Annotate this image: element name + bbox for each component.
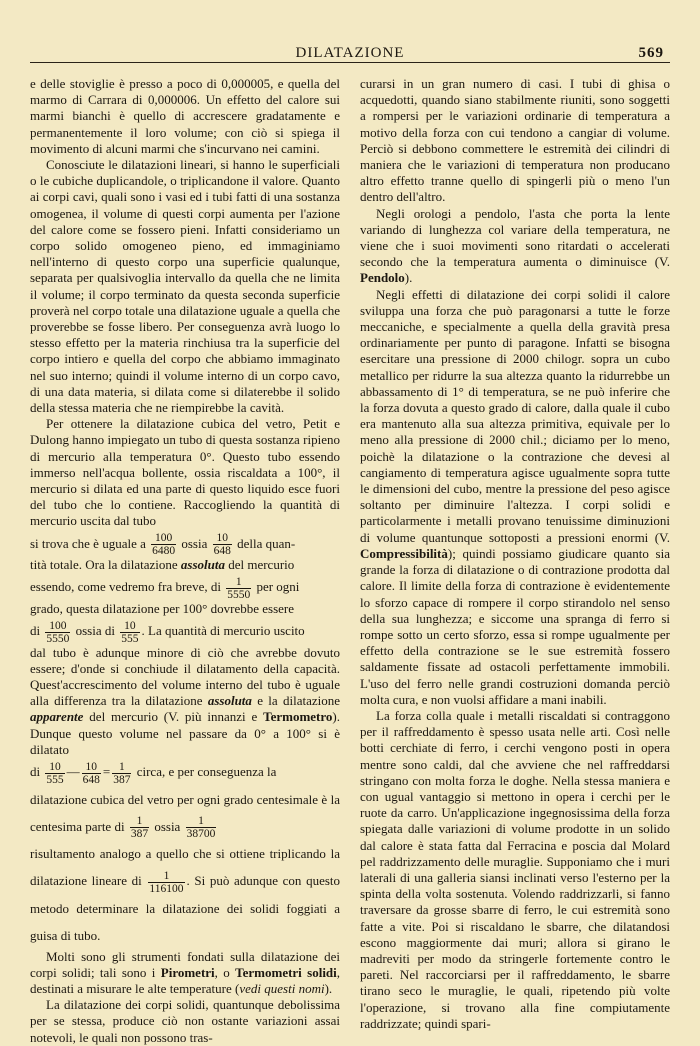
denominator: 5550 — [46, 632, 70, 645]
text-span: ossia — [154, 818, 181, 834]
numerator: 10 — [120, 620, 139, 633]
text-span: ossia di — [75, 623, 115, 639]
denominator: 116100 — [149, 882, 184, 895]
text-span: . La quantità di mercurio uscito — [141, 623, 305, 639]
text-span: ). Dunque questo volume nel passare da 0° a 100° si è dilatato — [30, 709, 340, 757]
text-span: . Si può adunque con questo metodo determinare la dilatazione dei solidi foggiati a guisa di tubo. — [30, 873, 341, 943]
paragraph — [360, 287, 670, 708]
fraction — [186, 815, 217, 840]
paragraph — [30, 416, 340, 529]
text-span: , destinati a misurare le alte temperature ( — [30, 964, 341, 997]
denominator: 6480 — [152, 545, 176, 558]
denominator: 648 — [82, 773, 100, 786]
running-header — [30, 40, 670, 63]
denominator: 555 — [46, 773, 64, 786]
text-span: ). — [324, 981, 333, 997]
text-span: ). — [404, 270, 413, 286]
text-span: del mercurio (V. più innanzi e — [89, 709, 258, 725]
emphasis: apparente — [30, 709, 84, 725]
text-span: essendo, come vedremo fra breve, di — [30, 579, 221, 595]
numerator: 10 — [213, 532, 232, 545]
fraction — [112, 761, 131, 786]
reference: Pendolo — [360, 270, 405, 286]
emphasis: vedi questi nomi — [239, 981, 325, 997]
text-span: di — [30, 623, 41, 639]
numerator: 100 — [151, 532, 176, 545]
text-span: del mercurio — [228, 557, 295, 573]
text-line — [30, 557, 340, 573]
text-span: si trova che è uguale a — [30, 535, 146, 551]
numerator: 1 — [186, 815, 217, 828]
text-span: Molti sono gli strumenti fondati sulla dilatazione dei corpi solidi; tali sono i — [30, 948, 340, 980]
numerator: 10 — [82, 761, 101, 774]
paragraph: curarsi in un gran numero di casi. I tubi di ghisa o acquedotti, quando siano stabilmente riuniti, sono soggetti a rompersi per le variazioni ordinarie di temperatura a motivo della forza con cui tendono a cangiar di volume. Perciò si debbono commettere le estremità dei cilindri di maniera che le variazioni di temperatura non producano altro effetto tranne quello di spingerli più o meno l'un dentro dell'altro. — [360, 76, 670, 205]
text-span: della quan- — [237, 535, 296, 551]
text-span: tità totale. Ora la dilatazione — [30, 557, 178, 573]
paragraph — [30, 645, 340, 758]
formula-line — [30, 617, 340, 645]
page-number: 569 — [638, 45, 664, 61]
paragraph: La forza colla quale i metalli riscaldati si contraggono per il raffreddamento è spesso usata nelle arti. Così nelle botti cerchiate di ferro, i cerchi vengono posti in opera mentre sono caldi, dal che avviene che nel raffreddarsi stringano con molta forza le doghe. Nella stessa maniera e con ugual vantaggio si mettono in opera i cerchi per le ruote da carro. Un'applicazione ingegnosissima della forza spiegata dalle variazioni di volume prodotte in un solido dal calore è stata fatta dal Ferracina e poscia dal Molard pel raddrizzamento delle muraglie. Supponiamo che i muri laterali di una galleria siansi inclinati verso l'esterno per la spinta della volta sostenuta. Volendo raddrizzarli, si fanno traversare da grosse sbarre di ferro, le cui estremità sono fatte a vite. Poi si riscaldano le sbarre, che dilatandosi escono maggiormente dai muri; allora si girano le madreviti per modo da stringerle fortemente contro le pareti. Nel raccorciarsi per il raffreddamento, le sbarre tirano seco le muraglie, le quali, ripetendo più volte l'operazione, si trovano alla fine compiutamente raddrizzate; quindi spari- — [360, 707, 670, 1031]
fraction — [120, 620, 139, 645]
header-title: DILATAZIONE — [295, 45, 405, 61]
paragraph — [30, 949, 340, 998]
fraction — [226, 576, 251, 601]
denominator: 387 — [113, 773, 131, 786]
formula-line — [30, 573, 340, 601]
denominator: 5550 — [227, 588, 251, 601]
reference: Termometro — [263, 709, 333, 725]
fraction — [148, 870, 184, 895]
numerator: 1 — [148, 870, 184, 883]
fraction — [45, 761, 64, 786]
fraction — [130, 815, 149, 840]
text-span: Negli orologi a pendolo, l'asta che porta la lente variando di lunghezza col variare della temperatura, ne viene che i suoi movimenti sono ritardati o accelerati secondo che la temperatura aumenta o diminuisce (V. — [360, 205, 670, 270]
text-span: per ogni — [256, 579, 300, 595]
text-span: e la dilatazione — [257, 693, 341, 709]
text-span: Per ottenere la dilatazione cubica del vetro, Petit e Dulong hanno impiegato un tubo di questa sostanza ripieno di mercurio alla temperatura 0°. Questo tubo essendo immerso nell'acqua bollente, ossia riscaldata a 100°, il mercurio si dilata ed una parte di questo liquido esce fuori del tubo che lo contiene. Raccogliendo la quantità di mercurio uscita dal tubo — [30, 416, 340, 529]
numerator: 1 — [112, 761, 131, 774]
emphasis: assoluta — [207, 693, 252, 709]
text-span: circa, e per conseguenza la — [136, 764, 277, 780]
text-span: dilatazione cubica del vetro per ogni grado centesimale è la centesima parte di — [30, 791, 340, 834]
numerator: 100 — [45, 620, 70, 633]
text-span: risultamento analogo a quello che si ottiene triplicando la dilatazione lineare di — [30, 846, 340, 889]
reference: Termometri solidi — [235, 964, 337, 980]
formula-line — [30, 786, 340, 841]
reference: Compressibilità — [360, 545, 448, 561]
two-column-body — [30, 76, 670, 1045]
emphasis: assoluta — [180, 557, 225, 573]
numerator: 1 — [226, 576, 251, 589]
numerator: 1 — [130, 815, 149, 828]
text-span: ossia — [181, 535, 208, 551]
denominator: 648 — [213, 545, 231, 558]
operator: — — [66, 764, 80, 780]
denominator: 387 — [130, 828, 149, 841]
text-span: , o — [214, 964, 230, 980]
reference: Pirometri — [160, 964, 215, 980]
formula-line — [30, 840, 340, 949]
text-span: dal tubo è adunque minore di ciò che avrebbe dovuto essere; d'onde si conchiude il dilatamento della capacità. Quest'accrescimento del volume interno del tubo è uguale alla differenza tra la dilatazione — [30, 644, 340, 709]
text-span: di — [30, 764, 41, 780]
formula-line — [30, 758, 340, 786]
paragraph: Conosciute le dilatazioni lineari, si hanno le superficiali o le cubiche duplicandole, o triplicandone il valore. Quanto ai corpi cavi, quali sono i vasi ed i tubi fatti di una sostanza omogenea, il volume di questi corpi aumenta per l'azione del calore come se fossero pieni. Infatti consideriamo un corpo solido omogeneo pieno, ed immaginiamo nell'interno di questo corpo una superficie qualunque, separata per qualsivoglia intervallo da quella che ne limita il volume; il corpo terminato da questa seconda superficie proverà nel corpo totale una dilatazione uguale a quella che proverebbe se fosse libero. Per conseguenza avrà luogo lo stesso effetto per la materia rinchiusa tra la superficie del corpo intiero e quella del corpo che abbiamo immaginato nel suo interno; quindi il volume interno di un corpo cavo, di una data materia, si dilata come si dilaterebbe il solido della stessa materia che ne riempirebbe la cavità. — [30, 157, 340, 416]
formula-line — [30, 530, 340, 558]
paragraph: e delle stoviglie è presso a poco di 0,000005, e quella del marmo di Carrara di 0,000006. Un effetto del calore sui marmi bianchi è quello di accrescere gradatamente e permanentemente il loro volume; con ciò si spiega il movimento di alcuni marmi che s'incurvano nei camini. — [30, 76, 340, 156]
left-column — [30, 76, 341, 1045]
denominator: 555 — [121, 632, 139, 645]
fraction — [151, 532, 176, 557]
text-span: Negli effetti di dilatazione dei corpi solidi il calore sviluppa una forza che può paragonarsi a tutte le forze meccaniche, e specialmente a quella della gravità presa ordinariamente per punto di paragone. Infatti se bisogna esercitare una pressione di 2000 chilogr. sopra un cubo metallico per ridurre la sua altezza quanto la ridurrebbe un abbassamento di 1° di temperatura, se ne può inferire che la forza dovuta a questo grado di calore, dalla quale il cubo era mantenuto alla sua altezza primitiva, equivale per lo meno alla pressione di 2000 chil.; diciamo per lo meno, poichè la dilatazione o la contrazione che devesi al cangiamento di temperatura agisce ugualmente sopra tutte le dimensioni del cubo, mentre la pressione del peso agisce soltanto per diminuire l'altezza. I corpi solidi e particolarmente i metalli provano tenuissime diminuzioni di volume quantunque sottoposti a pressioni enormi (V. — [360, 286, 670, 545]
paragraph: La dilatazione dei corpi solidi, quantunque debolissima per se stessa, produce ciò non ostante variazioni assai notevoli, le quali non possono tras- — [30, 997, 340, 1045]
paragraph — [360, 206, 670, 287]
denominator: 38700 — [186, 828, 216, 841]
operator: = — [102, 764, 111, 780]
text-span: ); quindi possiamo giudicare quanto sia grande la forza di dilatazione o di contrazione prodotta dal calore. Il limite della forza di contrazione è evidentemente lo sforzo capace di rompere il corpo stirandolo nel senso della sua lunghezza; e siccome una spranga di ferro si rompe sotto un certo sforzo, essa si rompe ugualmente per effetto della contrazione se le sue estremità fossero saldamente fissate ad ostacoli perfettamente immobili. L'uso del ferro nelle grandi costruzioni domanda perciò molta cura, e non vuolsi affidare a mani inabili. — [360, 545, 670, 707]
fraction — [82, 761, 101, 786]
fraction — [45, 620, 70, 645]
numerator: 10 — [45, 761, 64, 774]
fraction — [213, 532, 232, 557]
right-column — [360, 76, 670, 1031]
text-line: grado, questa dilatazione per 100° dovrebbe essere — [30, 600, 295, 616]
